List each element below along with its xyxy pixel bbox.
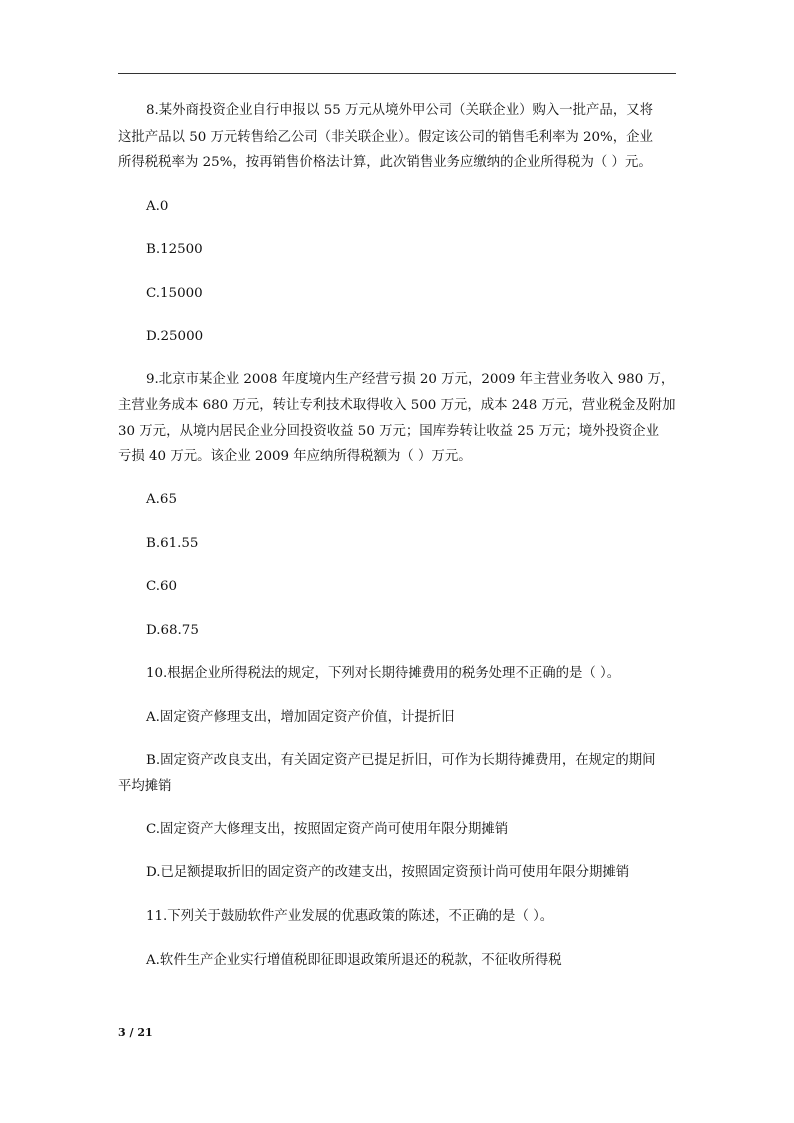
header-rule bbox=[118, 73, 676, 74]
q10-option-a: A.固定资产修理支出，增加固定资产价值，计提折旧 bbox=[146, 710, 455, 725]
page-number: 3 / 21 bbox=[118, 1026, 153, 1039]
q9-option-d: D.68.75 bbox=[146, 623, 199, 638]
q10-option-d: D.已足额提取折旧的固定资产的改建支出，按照固定资预计尚可使用年限分期摊销 bbox=[146, 865, 630, 880]
q8-option-c: C.15000 bbox=[146, 286, 203, 301]
q8-option-a: A.0 bbox=[146, 199, 169, 214]
q11-option-a: A.软件生产企业实行增值税即征即退政策所退还的税款，不征收所得税 bbox=[146, 953, 562, 968]
q9-stem-line3: 30 万元，从境内居民企业分回投资收益 50 万元；国库券转让收益 25 万元；境外投资企业 bbox=[118, 424, 660, 439]
q9-stem-line1: 9.北京市某企业 2008 年度境内生产经营亏损 20 万元，2009 年主营业务收入 980 万， bbox=[146, 372, 675, 387]
q10-option-b-line1: B.固定资产改良支出，有关固定资产已提足折旧，可作为长期待摊费用，在规定的期间 bbox=[146, 753, 656, 768]
q8-stem-line2: 这批产品以 50 万元转售给乙公司（非关联企业）。假定该公司的销售毛利率为 20%，企业 bbox=[118, 130, 653, 145]
q11-stem: 11.下列关于鼓励软件产业发展的优惠政策的陈述，不正确的是（ ）。 bbox=[146, 909, 554, 924]
q8-stem-line1: 8.某外商投资企业自行申报以 55 万元从境外甲公司（关联企业）购入一批产品，又将 bbox=[146, 103, 653, 118]
q8-option-d: D.25000 bbox=[146, 329, 204, 344]
q9-stem-line2: 主营业务成本 680 万元，转让专利技术取得收入 500 万元，成本 248 万元，营业税金及附加 bbox=[118, 398, 676, 413]
q9-option-b: B.61.55 bbox=[146, 536, 199, 551]
q8-stem-line3: 所得税税率为 25%，按再销售价格法计算，此次销售业务应缴纳的企业所得税为（ ）元。 bbox=[118, 155, 652, 170]
q10-option-b-line2: 平均摊销 bbox=[118, 779, 172, 794]
q9-option-c: C.60 bbox=[146, 579, 178, 594]
q9-stem-line4: 亏损 40 万元。该企业 2009 年应纳所得税额为（ ）万元。 bbox=[118, 449, 472, 464]
q10-option-c: C.固定资产大修理支出，按照固定资产尚可使用年限分期摊销 bbox=[146, 822, 509, 837]
q9-option-a: A.65 bbox=[146, 492, 177, 507]
q8-option-b: B.12500 bbox=[146, 242, 203, 257]
q10-stem: 10.根据企业所得税法的规定，下列对长期待摊费用的税务处理不正确的是（ ）。 bbox=[146, 666, 621, 681]
